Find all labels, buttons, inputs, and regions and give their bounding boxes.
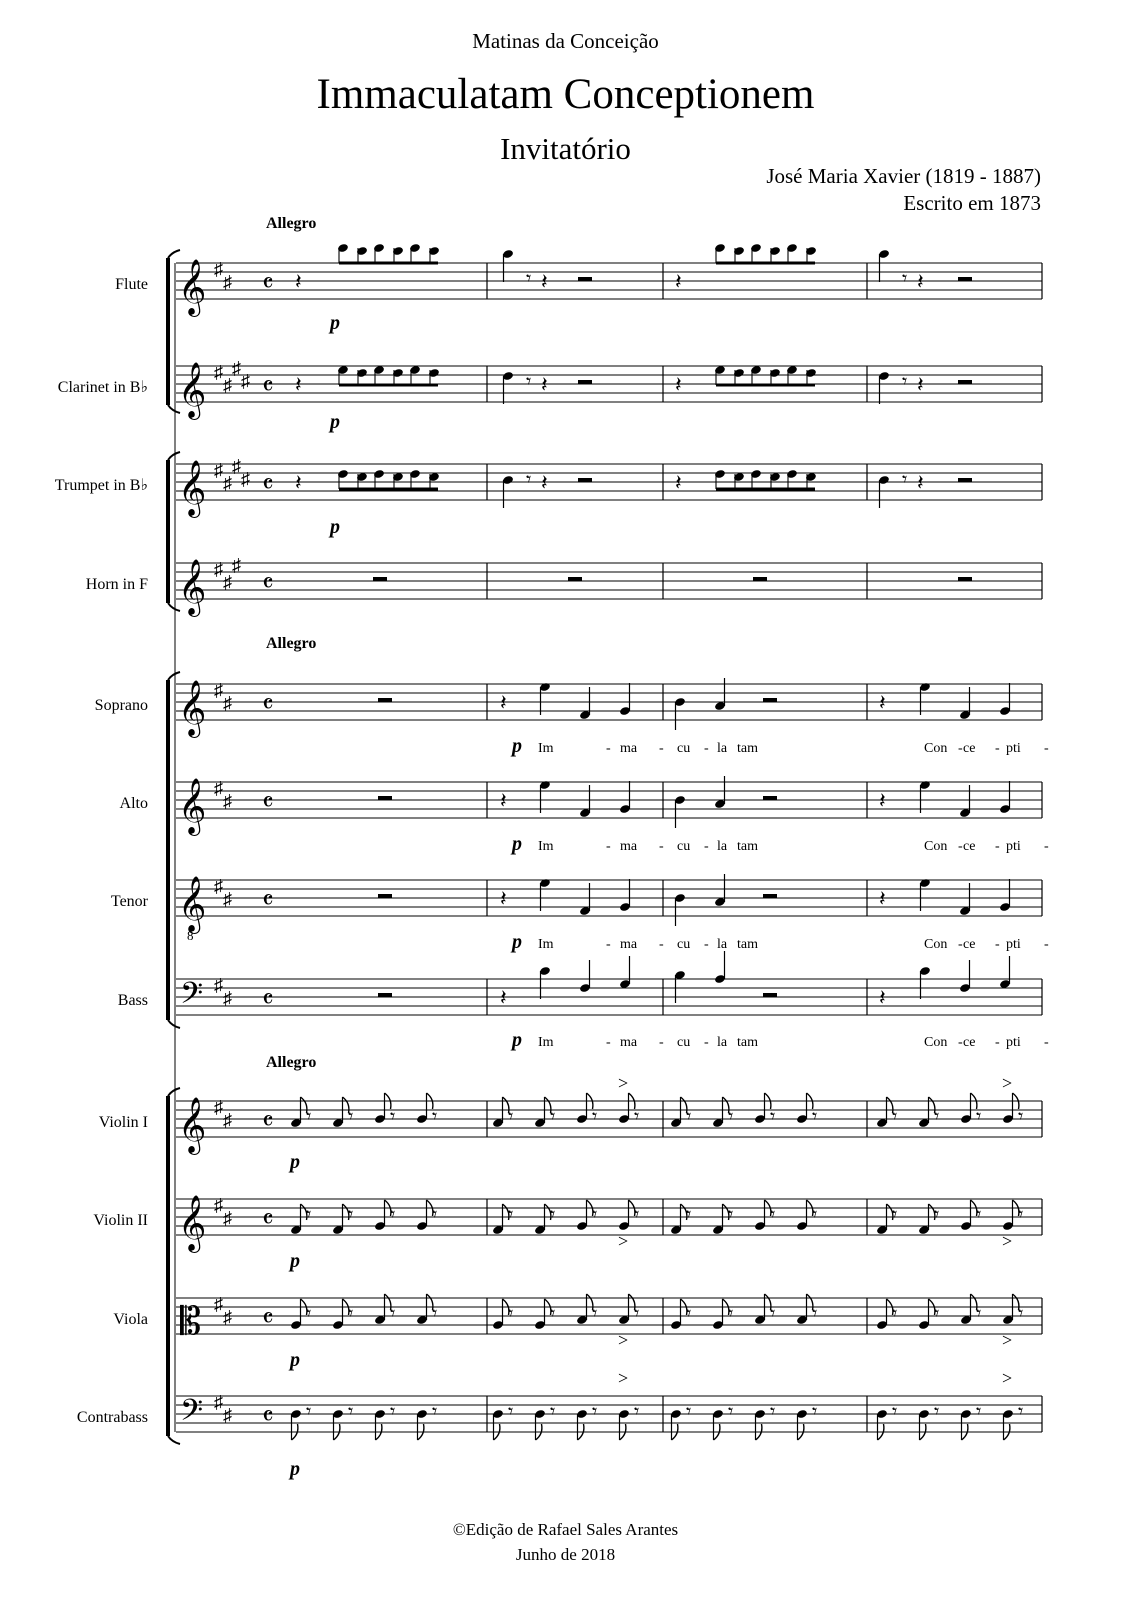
sharp-sign: ♯ (214, 1097, 223, 1117)
lyric-syllable: ma (620, 937, 638, 952)
lyric-syllable: ce (963, 1035, 976, 1050)
lyric-syllable: Con (924, 839, 948, 854)
sharp-sign: ♯ (214, 362, 223, 382)
lyric-syllable: pti (1006, 937, 1021, 952)
sharp-sign: ♯ (214, 680, 223, 700)
instrument-name: Viola (113, 1311, 148, 1328)
eighth-rest: 𝄾 (1018, 1401, 1024, 1423)
dynamic-mark: p (330, 411, 340, 433)
instrument-name: Contrabass (76, 1409, 148, 1426)
sharp-sign: ♯ (214, 460, 223, 480)
lyric-syllable: Im (538, 741, 554, 756)
eighth-rest: 𝄾 (508, 1204, 514, 1226)
quarter-rest: 𝄽 (879, 788, 886, 813)
lyric-syllable: tam (737, 741, 758, 756)
accent-mark: > (618, 1073, 629, 1093)
staff-trumpet-in-b- (55, 456, 1042, 518)
accent-mark: > (618, 1368, 629, 1388)
dynamic-mark: p (330, 516, 340, 538)
lyric-syllable: - (1044, 937, 1049, 952)
staff-soprano (95, 680, 1042, 738)
sharp-sign: ♯ (214, 778, 223, 798)
lyric-syllable: - (1044, 839, 1049, 854)
quarter-rest: 𝄽 (500, 886, 507, 911)
lyric-syllable: - (659, 1035, 664, 1050)
staff-clarinet-in-b- (58, 358, 1042, 420)
eighth-rest: 𝄾 (686, 1303, 692, 1325)
eighth-rest: 𝄾 (432, 1401, 438, 1423)
quarter-rest: 𝄽 (879, 886, 886, 911)
lyric-syllable: la (717, 741, 728, 756)
sharp-sign: ♯ (223, 889, 232, 909)
quarter-rest: 𝄽 (500, 788, 507, 813)
accent-mark: > (1002, 1073, 1013, 1093)
eighth-rest: 𝄾 (976, 1303, 982, 1325)
accent-mark: > (1002, 1231, 1013, 1251)
lyric-syllable: - (704, 1035, 709, 1050)
eighth-rest: 𝄾 (390, 1303, 396, 1325)
lyric-syllable: - (958, 937, 963, 952)
treble-clef-icon: 𝄞 (178, 1197, 207, 1250)
lyric-syllable: - (1044, 741, 1049, 756)
eighth-rest: 𝄾 (812, 1106, 818, 1128)
eighth-rest: 𝄾 (592, 1106, 598, 1128)
eighth-rest: 𝄾 (306, 1303, 312, 1325)
lyric-syllable: la (717, 1035, 728, 1050)
sharp-sign: ♯ (232, 456, 241, 476)
lyric-syllable: - (958, 1035, 963, 1050)
lyric-syllable: pti (1006, 1035, 1021, 1050)
quarter-rest: 𝄽 (541, 470, 548, 495)
lyric-syllable: - (606, 937, 611, 952)
treble-clef-icon: 𝄞 (178, 780, 207, 833)
eighth-rest: 𝄾 (634, 1401, 640, 1423)
eighth-rest: 𝄾 (686, 1401, 692, 1423)
lyric-syllable: - (659, 839, 664, 854)
series-title: Matinas da Conceição (472, 29, 659, 53)
bracket-brass-top (168, 452, 180, 460)
common-time-icon: 𝄴 (262, 788, 274, 817)
lyric-syllable: - (606, 839, 611, 854)
half-rest (378, 698, 392, 702)
treble-clef-icon: 𝄞 (178, 462, 207, 515)
quarter-rest: 𝄽 (541, 269, 548, 294)
sharp-sign: ♯ (223, 1208, 232, 1228)
eighth-rest: 𝄾 (934, 1401, 940, 1423)
common-time-icon: 𝄴 (262, 569, 274, 598)
instrument-name: Flute (115, 276, 148, 293)
lyric-syllable: Con (924, 741, 948, 756)
staff-violin-ii (93, 1195, 1042, 1253)
quarter-rest: 𝄽 (879, 985, 886, 1010)
staff-violin-i (99, 1097, 1042, 1155)
eighth-rest: 𝄾 (728, 1204, 734, 1226)
eighth-rest: 𝄾 (550, 1204, 556, 1226)
half-rest (958, 478, 972, 482)
eighth-rest: 𝄾 (634, 1204, 640, 1226)
bass-clef-icon: 𝄢 (180, 1394, 204, 1434)
lyric-syllable: Im (538, 1035, 554, 1050)
sharp-sign: ♯ (223, 272, 232, 292)
quarter-rest: 𝄽 (295, 269, 302, 294)
instrument-name: Soprano (94, 697, 148, 714)
eighth-rest: 𝄾 (976, 1204, 982, 1226)
eighth-rest: 𝄾 (770, 1204, 776, 1226)
half-rest (763, 698, 777, 702)
lyric-syllable: Con (924, 937, 948, 952)
eighth-rest: 𝄾 (348, 1303, 354, 1325)
eighth-rest: 𝄾 (686, 1204, 692, 1226)
half-rest (958, 577, 972, 581)
lyric-syllable: ce (963, 741, 976, 756)
staff-horn-in-f (86, 555, 1042, 617)
eighth-rest: 𝄾 (770, 1303, 776, 1325)
instrument-name: Alto (119, 795, 148, 812)
common-time-icon: 𝄴 (262, 269, 274, 298)
treble-clef-icon: 𝄞 (178, 561, 207, 614)
instrument-name: Violin II (93, 1212, 148, 1229)
tempo-marking: Allegro (266, 215, 317, 232)
eighth-rest: 𝄾 (508, 1401, 514, 1423)
sharp-sign: ♯ (214, 1294, 223, 1314)
page-title: Immaculatam Conceptionem (316, 71, 815, 118)
sharp-sign: ♯ (223, 572, 232, 592)
sharp-sign: ♯ (214, 876, 223, 896)
eighth-rest: 𝄾 (902, 371, 908, 393)
lyric-syllable: - (659, 937, 664, 952)
common-time-icon: 𝄴 (262, 886, 274, 915)
lyric-syllable: Con (924, 1035, 948, 1050)
lyric-syllable: ma (620, 741, 638, 756)
sharp-sign: ♯ (223, 473, 232, 493)
half-rest (568, 577, 582, 581)
eighth-rest: 𝄾 (976, 1401, 982, 1423)
treble-clef-icon: 𝄞 (178, 878, 207, 931)
eighth-rest: 𝄾 (812, 1204, 818, 1226)
lyric-syllable: la (717, 839, 728, 854)
instrument-name: Trumpet in B♭ (54, 477, 148, 494)
lyric-syllable: ma (620, 1035, 638, 1050)
half-rest (578, 478, 592, 482)
staff-bass (118, 975, 1042, 1017)
sharp-sign: ♯ (223, 988, 232, 1008)
half-rest (958, 380, 972, 384)
common-time-icon: 𝄴 (262, 1304, 274, 1333)
dynamic-mark: p (290, 1250, 300, 1272)
quarter-rest: 𝄽 (295, 470, 302, 495)
eighth-rest: 𝄾 (934, 1204, 940, 1226)
eighth-rest: 𝄾 (634, 1106, 640, 1128)
bracket-voices-top (168, 672, 180, 680)
eighth-rest: 𝄾 (934, 1106, 940, 1128)
tempo-marking: Allegro (266, 635, 317, 652)
lyric-syllable: cu (677, 1035, 691, 1050)
sharp-sign: ♯ (241, 469, 250, 489)
eighth-rest: 𝄾 (892, 1401, 898, 1423)
eighth-rest: 𝄾 (686, 1106, 692, 1128)
eighth-rest: 𝄾 (306, 1106, 312, 1128)
lyric-syllable: - (995, 937, 1000, 952)
lyric-syllable: la (717, 937, 728, 952)
lyric-syllable: cu (677, 741, 691, 756)
instrument-name: Bass (117, 992, 148, 1009)
eighth-rest: 𝄾 (892, 1204, 898, 1226)
lyric-syllable: - (606, 1035, 611, 1050)
half-rest (578, 380, 592, 384)
eighth-rest: 𝄾 (432, 1303, 438, 1325)
sharp-sign: ♯ (214, 1392, 223, 1412)
lyric-syllable: pti (1006, 839, 1021, 854)
instrument-name: Tenor (110, 893, 148, 910)
quarter-rest: 𝄽 (500, 985, 507, 1010)
sharp-sign: ♯ (223, 1110, 232, 1130)
accent-mark: > (618, 1231, 629, 1251)
lyric-syllable: - (704, 741, 709, 756)
alto-clef-icon: 𝄡 (180, 1301, 202, 1343)
lyric-syllable: tam (737, 839, 758, 854)
lyric-syllable: - (958, 741, 963, 756)
eighth-rest: 𝄾 (390, 1106, 396, 1128)
eighth-rest: 𝄾 (306, 1204, 312, 1226)
dynamic-mark: p (290, 1458, 300, 1480)
quarter-rest: 𝄽 (675, 470, 682, 495)
lyric-syllable: - (704, 839, 709, 854)
page-subtitle: Invitatório (500, 131, 631, 166)
eighth-rest: 𝄾 (976, 1106, 982, 1128)
lyric-syllable: - (958, 839, 963, 854)
eighth-rest: 𝄾 (390, 1401, 396, 1423)
lyric-syllable: Im (538, 937, 554, 952)
date-written: Escrito em 1873 (903, 191, 1041, 215)
staff-alto (120, 778, 1042, 836)
bass-clef-icon: 𝄢 (180, 977, 204, 1017)
quarter-rest: 𝄽 (675, 269, 682, 294)
eighth-rest: 𝄾 (592, 1204, 598, 1226)
common-time-icon: 𝄴 (262, 985, 274, 1014)
common-time-icon: 𝄴 (262, 690, 274, 719)
edition-date: Junho de 2018 (515, 1545, 616, 1564)
eighth-rest: 𝄾 (770, 1401, 776, 1423)
quarter-rest: 𝄽 (917, 372, 924, 397)
eighth-rest: 𝄾 (728, 1106, 734, 1128)
sharp-sign: ♯ (223, 791, 232, 811)
sharp-sign: ♯ (241, 371, 250, 391)
bracket-woodwinds-top (168, 250, 180, 258)
lyric-syllable: - (995, 741, 1000, 756)
eighth-rest: 𝄾 (432, 1204, 438, 1226)
eighth-rest: 𝄾 (812, 1401, 818, 1423)
common-time-icon: 𝄴 (262, 1205, 274, 1234)
lyric-syllable: ce (963, 937, 976, 952)
eighth-rest: 𝄾 (1018, 1204, 1024, 1226)
tempo-marking: Allegro (266, 1054, 317, 1071)
eighth-rest: 𝄾 (306, 1401, 312, 1423)
eighth-rest: 𝄾 (526, 469, 532, 491)
sharp-sign: ♯ (223, 693, 232, 713)
lyric-syllable: tam (737, 937, 758, 952)
quarter-rest: 𝄽 (917, 470, 924, 495)
eighth-rest: 𝄾 (902, 469, 908, 491)
quarter-rest: 𝄽 (879, 690, 886, 715)
instrument-name: Violin I (98, 1114, 148, 1131)
half-rest (763, 993, 777, 997)
lyric-syllable: ce (963, 839, 976, 854)
common-time-icon: 𝄴 (262, 1107, 274, 1136)
eighth-rest: 𝄾 (550, 1106, 556, 1128)
dynamic-mark: p (512, 833, 522, 855)
lyric-syllable: tam (737, 1035, 758, 1050)
eighth-rest: 𝄾 (770, 1106, 776, 1128)
common-time-icon: 𝄴 (262, 1402, 274, 1431)
lyric-syllable: - (1044, 1035, 1049, 1050)
eighth-rest: 𝄾 (526, 268, 532, 290)
eighth-rest: 𝄾 (348, 1204, 354, 1226)
lyric-syllable: ma (620, 839, 638, 854)
common-time-icon: 𝄴 (262, 470, 274, 499)
dynamic-mark: p (512, 931, 522, 953)
staff-tenor (111, 876, 1042, 943)
quarter-rest: 𝄽 (295, 372, 302, 397)
treble-clef-icon: 𝄞 (178, 364, 207, 417)
eighth-rest: 𝄾 (592, 1303, 598, 1325)
quarter-rest: 𝄽 (500, 690, 507, 715)
staff-viola (113, 1294, 1042, 1343)
eighth-rest: 𝄾 (550, 1303, 556, 1325)
lyric-syllable: - (995, 839, 1000, 854)
lyric-syllable: - (995, 1035, 1000, 1050)
quarter-rest: 𝄽 (917, 269, 924, 294)
edition-credit: ©Edição de Rafael Sales Arantes (452, 1520, 679, 1539)
eighth-rest: 𝄾 (390, 1204, 396, 1226)
dynamic-mark: p (290, 1151, 300, 1173)
composer-credit: José Maria Xavier (1819 - 1887) (766, 164, 1041, 188)
lyric-syllable: cu (677, 937, 691, 952)
eighth-rest: 𝄾 (508, 1106, 514, 1128)
eighth-rest: 𝄾 (728, 1401, 734, 1423)
treble-clef-icon: 𝄞 (178, 1099, 207, 1152)
eighth-rest: 𝄾 (812, 1303, 818, 1325)
half-rest (378, 993, 392, 997)
bracket-voices-bottom (168, 1020, 180, 1028)
dynamic-mark: p (512, 735, 522, 757)
eighth-rest: 𝄾 (348, 1401, 354, 1423)
sharp-sign: ♯ (223, 1307, 232, 1327)
eighth-rest: 𝄾 (892, 1303, 898, 1325)
half-rest (763, 894, 777, 898)
half-rest (578, 277, 592, 281)
dynamic-mark: p (512, 1029, 522, 1051)
eighth-rest: 𝄾 (526, 371, 532, 393)
quarter-rest: 𝄽 (541, 372, 548, 397)
eighth-rest: 𝄾 (902, 268, 908, 290)
half-rest (753, 577, 767, 581)
accent-mark: > (618, 1330, 629, 1350)
eighth-rest: 𝄾 (892, 1106, 898, 1128)
sharp-sign: ♯ (223, 1405, 232, 1425)
sharp-sign: ♯ (232, 358, 241, 378)
eighth-rest: 𝄾 (728, 1303, 734, 1325)
accent-mark: > (1002, 1368, 1013, 1388)
eighth-rest: 𝄾 (508, 1303, 514, 1325)
sharp-sign: ♯ (232, 555, 241, 575)
eighth-rest: 𝄾 (1018, 1106, 1024, 1128)
eighth-rest: 𝄾 (1018, 1303, 1024, 1325)
treble-clef-icon: 𝄞 (178, 682, 207, 735)
eighth-rest: 𝄾 (934, 1303, 940, 1325)
sharp-sign: ♯ (214, 559, 223, 579)
treble-clef-icon: 𝄞 (178, 261, 207, 314)
sharp-sign: ♯ (214, 975, 223, 995)
lyric-syllable: cu (677, 839, 691, 854)
half-rest (373, 577, 387, 581)
sharp-sign: ♯ (214, 1195, 223, 1215)
instrument-name: Clarinet in B♭ (57, 379, 148, 396)
eighth-rest: 𝄾 (592, 1401, 598, 1423)
bracket-strings-bottom (168, 1436, 180, 1444)
eighth-rest: 𝄾 (432, 1106, 438, 1128)
lyric-syllable: - (606, 741, 611, 756)
bracket-strings-top (168, 1088, 180, 1096)
eighth-rest: 𝄾 (550, 1401, 556, 1423)
octave-mark: 8 (187, 928, 194, 943)
half-rest (378, 894, 392, 898)
half-rest (958, 277, 972, 281)
common-time-icon: 𝄴 (262, 372, 274, 401)
eighth-rest: 𝄾 (634, 1303, 640, 1325)
eighth-rest: 𝄾 (348, 1106, 354, 1128)
lyric-syllable: Im (538, 839, 554, 854)
quarter-rest: 𝄽 (675, 372, 682, 397)
accent-mark: > (1002, 1330, 1013, 1350)
half-rest (378, 796, 392, 800)
dynamic-mark: p (290, 1349, 300, 1371)
dynamic-mark: p (330, 312, 340, 334)
sharp-sign: ♯ (214, 259, 223, 279)
lyric-syllable: - (659, 741, 664, 756)
lyric-syllable: - (704, 937, 709, 952)
lyric-syllable: pti (1006, 741, 1021, 756)
sharp-sign: ♯ (223, 375, 232, 395)
half-rest (763, 796, 777, 800)
instrument-name: Horn in F (85, 576, 148, 593)
